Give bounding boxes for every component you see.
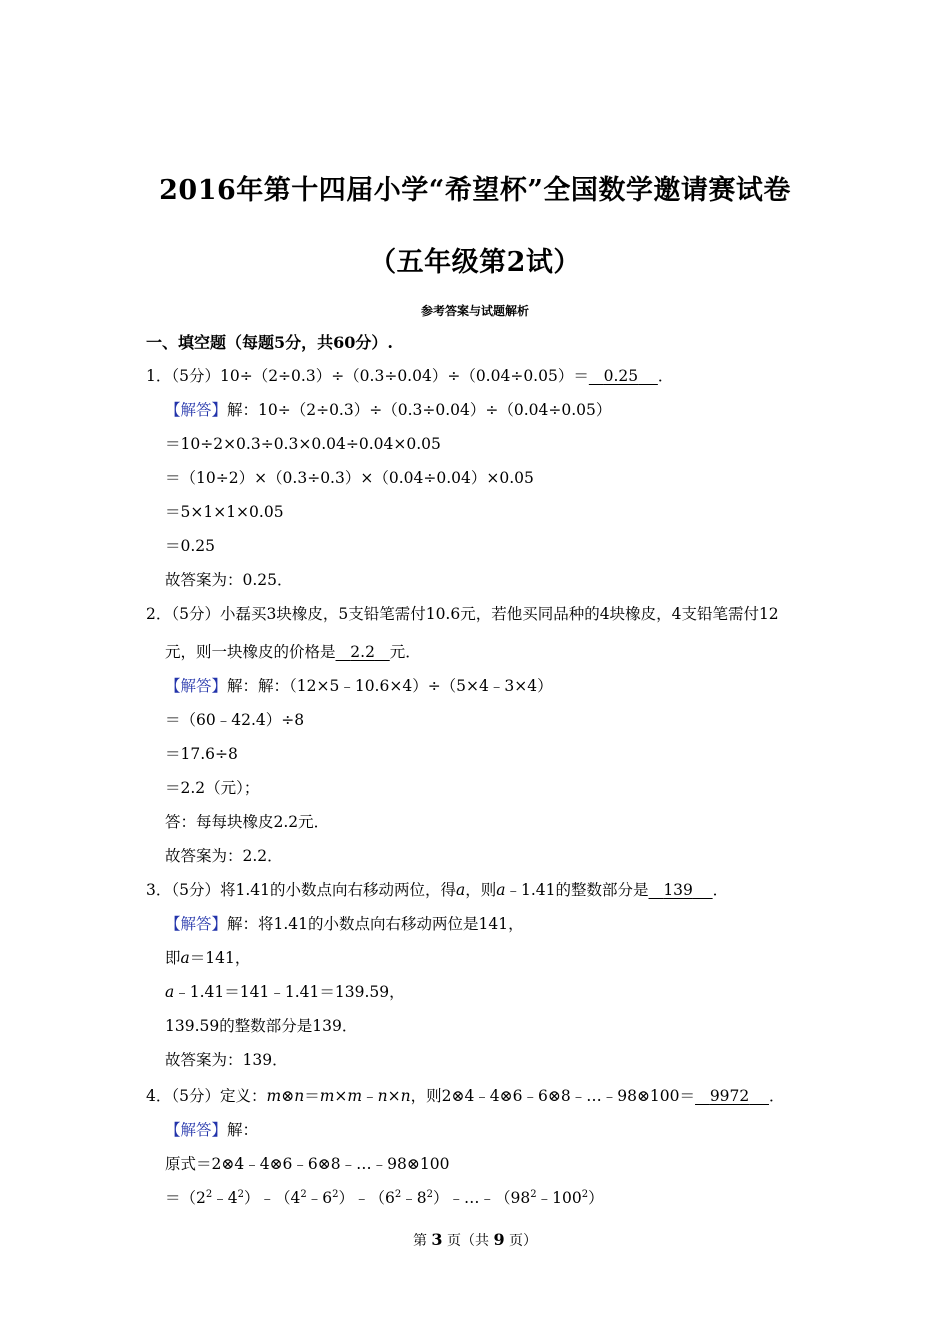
question-number: 4． — [146, 1087, 172, 1105]
solution-step: 即a＝141， — [165, 949, 251, 967]
total-pages: 9 — [493, 1230, 505, 1249]
question-3: 3．（5分）将1.41的小数点向右移动两位，得a，则a﹣1.41的整数部分是 139 ． — [146, 881, 729, 899]
solution-conclusion: 故答案为：2.2． — [165, 847, 283, 865]
question-2 — [146, 604, 779, 624]
solution-3-intro: 【解答】解：将1.41的小数点向右移动两位是141， — [165, 915, 524, 933]
question-1: 1．（5分）10÷（2÷0.3）÷（0.3÷0.04）÷（0.04÷0.05）＝ 0.25 ． — [146, 367, 674, 385]
page-number: 3 — [431, 1230, 443, 1249]
solution-tag: 【解答】 — [165, 915, 228, 933]
question-number: 2． — [146, 605, 172, 623]
solution-step: 139.59的整数部分是139． — [165, 1017, 358, 1035]
solution-conclusion: 故答案为：0.25． — [165, 571, 293, 589]
solution-tag: 【解答】 — [165, 677, 228, 695]
solution-step: ＝（10÷2）×（0.3÷0.3）×（0.04÷0.04）×0.05 — [165, 469, 534, 487]
solution-step: ＝0.25 — [165, 537, 216, 555]
solution-2-intro: 【解答】解：解：（12×5﹣10.6×4）÷（5×4﹣3×4） — [165, 677, 553, 695]
document-subtitle-grade: （五年级第2试） — [369, 247, 581, 278]
answer-blank: 139 — [663, 881, 693, 899]
question-text: （5分）小磊买3块橡皮，5支铅笔需付10.6元，若他买同品种的4块橡皮，4支铅笔需付12 — [171, 605, 779, 623]
question-number: 3． — [146, 881, 172, 899]
solution-tag: 【解答】 — [165, 401, 228, 419]
solution-step: $=(2^2﹣4^2)﹣(4^2﹣6^2)﹣(6^2﹣8^2)﹣\dots﹣(98^2﹣100^2)$ — [165, 1189, 604, 1207]
solution-step: ＝（60﹣42.4）÷8 — [165, 711, 305, 729]
solution-1-intro: 【解答】解：10÷（2÷0.3）÷（0.3÷0.04）÷（0.04÷0.05） — [165, 401, 612, 419]
solution-step: a﹣1.41＝141﹣1.41＝139.59， — [165, 983, 405, 1001]
answer-blank: 9972 — [709, 1087, 750, 1105]
answer-header: 参考答案与试题解析 — [420, 304, 529, 318]
solution-tag: 【解答】 — [165, 1121, 228, 1139]
section-heading: 一、填空题（每题5分，共60分）. — [146, 333, 393, 352]
solution-step: 原式＝2⊗4﹣4⊗6﹣6⊗8﹣…﹣98⊗100 — [165, 1155, 450, 1173]
question-text: （5分）10÷（2÷0.3）÷（0.3÷0.04）÷（0.04÷0.05）＝ — [171, 367, 589, 385]
page-footer: 第 3 页（共 9 页） — [412, 1230, 538, 1249]
document-title: 2016年第十四届小学“希望杯”全国数学邀请赛试卷 — [159, 175, 791, 206]
solution-step: ＝5×1×1×0.05 — [165, 503, 284, 521]
answer-blank: 2.2 — [350, 643, 375, 661]
solution-step: ＝10÷2×0.3÷0.3×0.04÷0.04×0.05 — [165, 435, 441, 453]
question-4: 4．（5分）定义：m⊗n＝m×m﹣n×n，则2⊗4﹣4⊗6﹣6⊗8﹣…﹣98⊗100＝ 9972 ． — [146, 1087, 785, 1105]
solution-4-intro: 【解答】解： — [165, 1121, 259, 1139]
solution-step: ＝17.6÷8 — [165, 745, 238, 763]
answer-blank: 0.25 — [603, 367, 639, 385]
solution-conclusion: 故答案为：139． — [165, 1051, 288, 1069]
question-number: 1． — [146, 367, 172, 385]
solution-step: ＝2.2（元）； — [165, 779, 260, 797]
question-2-line2: 元，则一块橡皮的价格是 2.2 元． — [165, 643, 421, 661]
solution-step: 答：每每块橡皮2.2元． — [165, 813, 330, 831]
